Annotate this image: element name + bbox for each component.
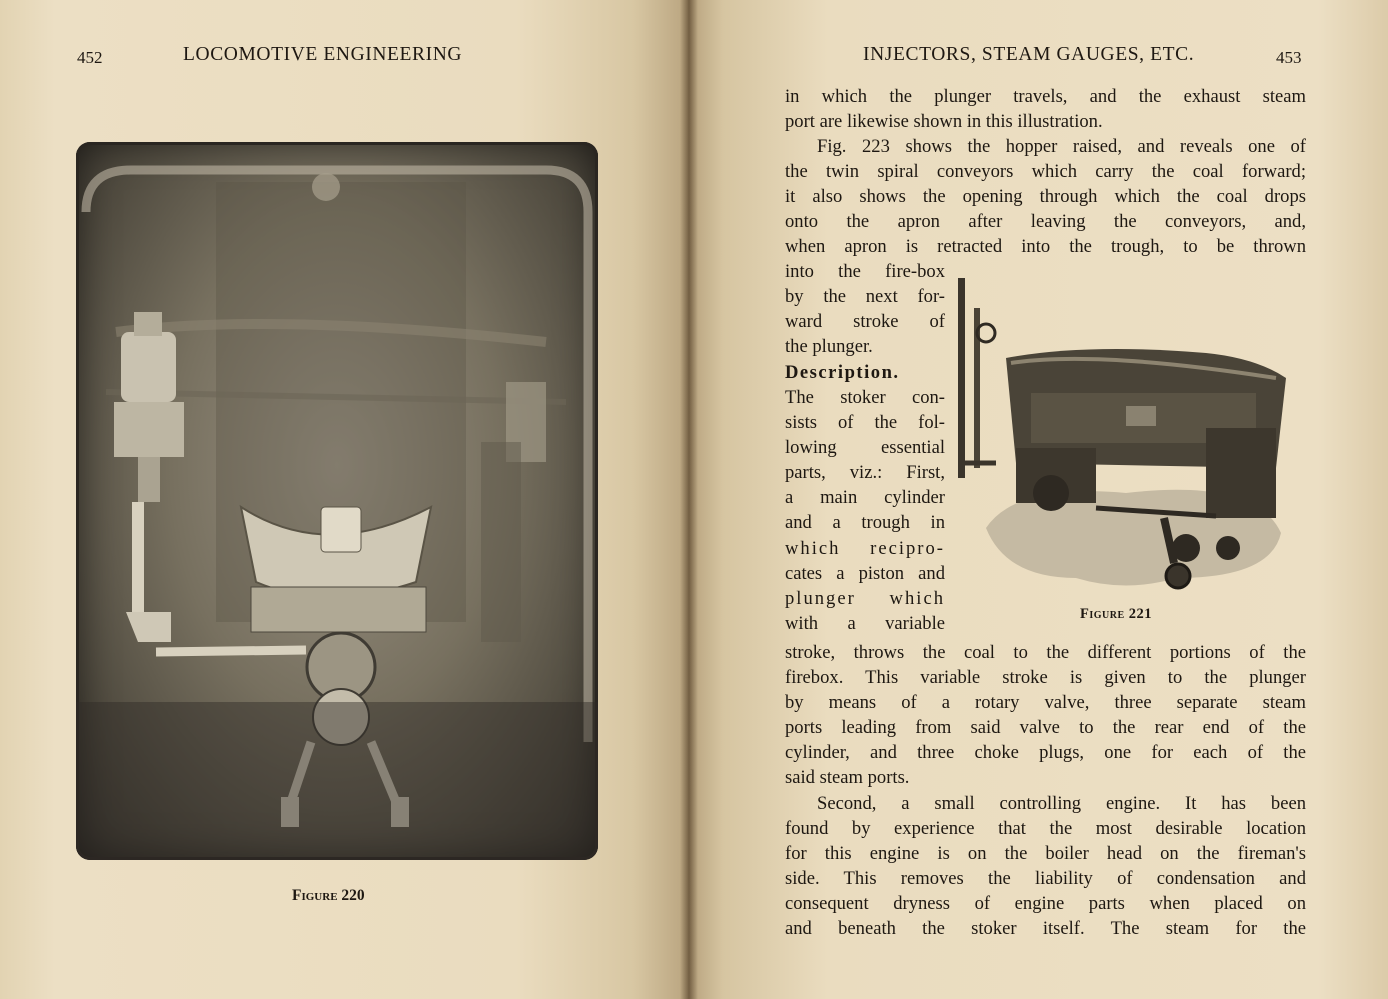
- text-line: into the fire-box: [785, 261, 945, 282]
- text-line: stroke, throws the coal to the different portions of the: [785, 642, 1306, 663]
- text-line: for this engine is on the boiler head on the fireman's: [785, 843, 1306, 864]
- text-line: ports leading from said valve to the rear end of the: [785, 717, 1306, 738]
- text-line: cates a piston and: [785, 563, 945, 584]
- text-line: found by experience that the most desirable location: [785, 818, 1306, 839]
- book-gutter: [680, 0, 698, 999]
- right-page: [688, 0, 1388, 999]
- text-line: Fig. 223 shows the hopper raised, and reveals one of: [817, 136, 1306, 157]
- figure-221-caption: Figure 221: [1080, 606, 1153, 622]
- text-line: which recipro-: [785, 538, 945, 559]
- left-page-number: 452: [77, 48, 103, 67]
- text-line: sists of the fol-: [785, 412, 945, 433]
- text-line: cylinder, and three choke plugs, one for each of the: [785, 742, 1306, 763]
- text-line: the plunger.: [785, 336, 873, 357]
- text-line: firebox. This variable stroke is given to the plunger: [785, 667, 1306, 688]
- figure-221-photo: [956, 278, 1298, 598]
- text-line: in which the plunger travels, and the exhaust steam: [785, 86, 1306, 107]
- text-line: plunger which: [785, 588, 945, 609]
- text-line: side. This removes the liability of condensation and: [785, 868, 1306, 889]
- text-line: and a trough in: [785, 512, 945, 533]
- text-line: and beneath the stoker itself. The steam for the: [785, 918, 1306, 939]
- left-running-head: LOCOMOTIVE ENGINEERING: [183, 44, 463, 65]
- text-line: lowing essential: [785, 437, 945, 458]
- text-line: consequent dryness of engine parts when placed on: [785, 893, 1306, 914]
- text-line: by means of a rotary valve, three separate steam: [785, 692, 1306, 713]
- left-page: [0, 0, 688, 999]
- text-line: ward stroke of: [785, 311, 945, 332]
- text-line: the twin spiral conveyors which carry the coal forward;: [785, 161, 1306, 182]
- stoker-firebox-illustration: [76, 142, 598, 860]
- figure-220-photo: [76, 142, 598, 860]
- text-line: with a variable: [785, 613, 945, 634]
- text-line: parts, viz.: First,: [785, 462, 945, 483]
- text-line: Second, a small controlling engine. It has been: [817, 793, 1306, 814]
- right-page-number: 453: [1276, 48, 1302, 67]
- figure-220-caption: Figure 220: [292, 887, 365, 904]
- stoker-hopper-illustration: [956, 278, 1298, 598]
- right-running-head: INJECTORS, STEAM GAUGES, ETC.: [863, 44, 1195, 65]
- text-line: The stoker con-: [785, 387, 945, 408]
- text-line: by the next for-: [785, 286, 945, 307]
- text-line: port are likewise shown in this illustration.: [785, 111, 1103, 132]
- text-line: it also shows the opening through which the coal drops: [785, 186, 1306, 207]
- text-line: said steam ports.: [785, 767, 910, 788]
- text-line: when apron is retracted into the trough, to be thrown: [785, 236, 1306, 257]
- description-heading: Description.: [785, 362, 900, 383]
- text-line: a main cylinder: [785, 487, 945, 508]
- text-line: onto the apron after leaving the conveyors, and,: [785, 211, 1306, 232]
